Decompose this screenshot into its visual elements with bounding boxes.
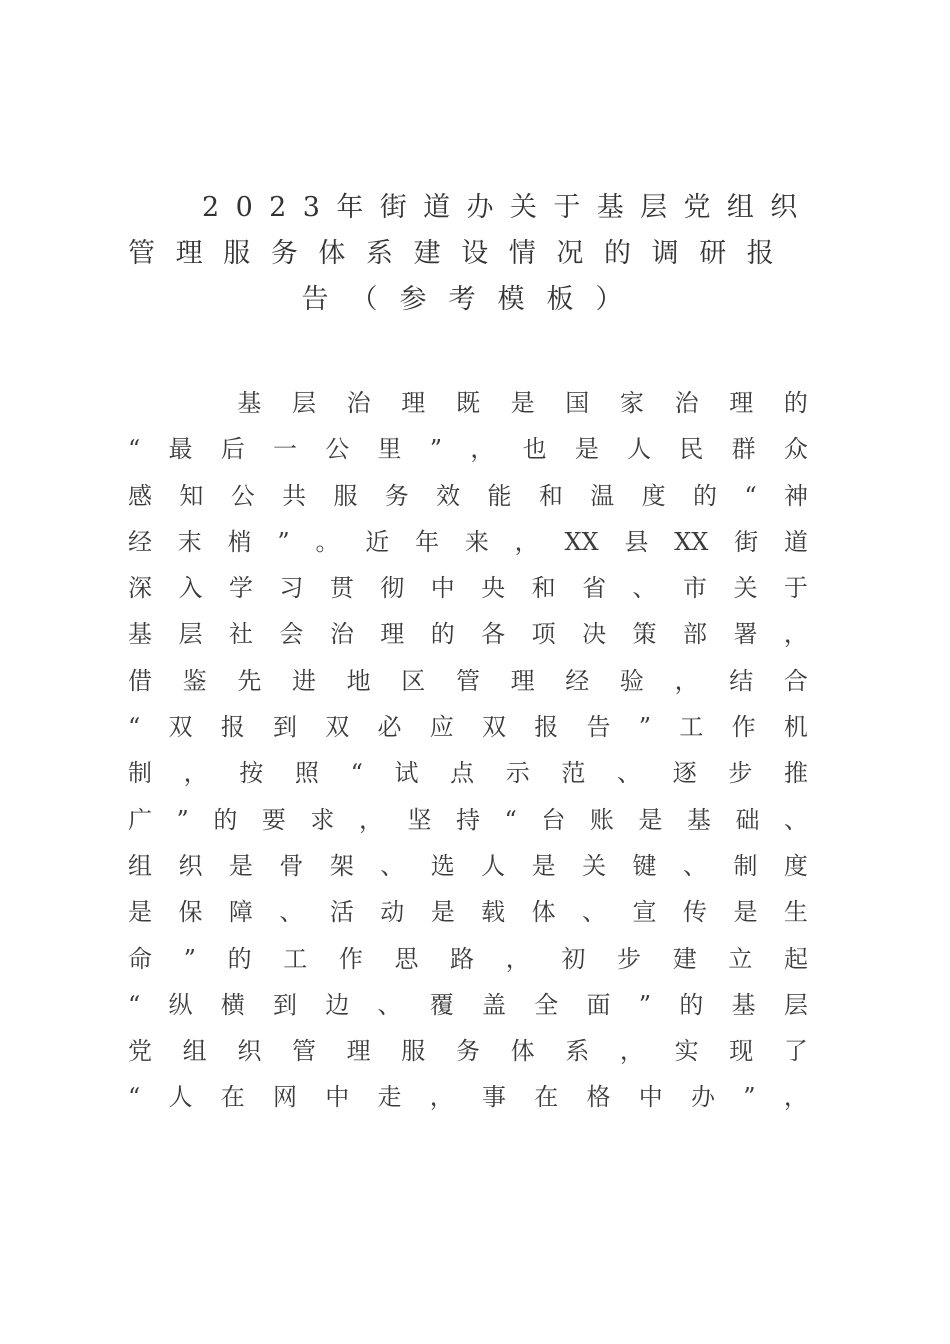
document-title	[128, 185, 814, 323]
body-char: 报	[534, 713, 559, 742]
body-line	[128, 519, 828, 565]
body-char: 最	[168, 435, 193, 464]
body-char: 骨	[279, 851, 304, 880]
body-line-text	[128, 936, 808, 982]
body-char: ”	[743, 1083, 756, 1112]
body-char: 人	[627, 435, 652, 464]
body-char: 障	[228, 898, 253, 927]
body-char: 思	[394, 944, 419, 973]
body-char: 国	[565, 389, 590, 417]
body-char: ，	[619, 1037, 644, 1066]
body-char: 里	[377, 435, 402, 464]
body-char: 生	[783, 898, 808, 927]
body-line-text	[128, 1028, 808, 1074]
body-char: 理	[510, 666, 535, 695]
body-char: ，	[674, 666, 699, 695]
body-char: 年	[415, 527, 440, 556]
body-char: 入	[178, 574, 203, 603]
body-line	[128, 473, 828, 519]
body-line-text	[128, 658, 808, 704]
body-char: 坚	[407, 805, 432, 834]
body-char: 能	[487, 481, 512, 510]
body-char: “	[128, 1083, 141, 1112]
body-char: 公	[230, 481, 255, 510]
body-char: 是	[638, 805, 663, 834]
body-char: 是	[228, 851, 253, 880]
body-char: 决	[582, 620, 607, 649]
body-char: 网	[273, 1083, 298, 1112]
body-char: 经	[565, 666, 590, 695]
body-char: 选	[430, 851, 455, 880]
body-char: 末	[177, 527, 202, 556]
body-char: ，	[470, 435, 495, 464]
body-char: 办	[691, 1083, 716, 1112]
body-char: 和	[538, 481, 563, 510]
body-line	[128, 1074, 828, 1120]
body-char: 面	[586, 990, 611, 1019]
body-char: 共	[282, 481, 307, 510]
body-char: 基	[128, 620, 152, 649]
body-char: 基	[731, 990, 756, 1019]
body-char: XX	[674, 527, 709, 556]
body-char: 范	[561, 759, 586, 788]
body-char: 的	[783, 389, 808, 417]
body-char: 也	[522, 435, 547, 464]
body-char: 试	[394, 759, 419, 788]
body-char: 理	[729, 389, 754, 417]
body-char: 织	[178, 851, 203, 880]
body-char: 步	[728, 759, 753, 788]
body-char: 务	[384, 481, 409, 510]
body-char: 是	[574, 435, 599, 464]
body-char: 策	[632, 620, 657, 649]
body-char: 会	[279, 620, 304, 649]
body-char: 党	[128, 1037, 152, 1066]
body-char: 传	[682, 898, 707, 927]
body-char: 工	[283, 944, 308, 973]
body-line	[128, 889, 828, 935]
body-char: “	[128, 713, 141, 742]
title-line-2: 管理服务体系建设情况的调研报	[128, 238, 795, 269]
body-char: 告	[586, 713, 611, 742]
body-line	[128, 936, 828, 982]
body-line	[128, 565, 828, 611]
body-char: 贯	[329, 574, 354, 603]
body-line	[128, 704, 828, 750]
body-char: 础	[735, 805, 760, 834]
body-char: 感	[128, 481, 152, 510]
body-char: 在	[534, 1083, 559, 1112]
body-char: 事	[482, 1083, 507, 1112]
body-line-text	[128, 750, 808, 796]
body-char: 人	[168, 1083, 193, 1112]
body-char: 社	[228, 620, 253, 649]
body-char: 治	[329, 620, 354, 649]
body-char: 来	[464, 527, 489, 556]
body-char: 基	[237, 389, 262, 417]
body-char: 治	[674, 389, 699, 417]
body-char: 深	[128, 574, 152, 603]
body-char: 结	[729, 666, 754, 695]
body-char: 管	[455, 666, 480, 695]
body-char: 的	[679, 990, 704, 1019]
body-char: 中	[638, 1083, 663, 1112]
body-char: 盖	[482, 990, 507, 1019]
body-char: 命	[128, 944, 152, 973]
document-body	[128, 380, 828, 1121]
body-char: 推	[783, 759, 808, 788]
body-char: ”	[638, 990, 652, 1019]
body-line	[128, 843, 828, 889]
body-char: 、	[784, 805, 808, 834]
body-char: 键	[632, 851, 657, 880]
title-line-1: 2023年街道办关于基层党组织	[202, 192, 814, 223]
body-char: 基	[686, 805, 711, 834]
body-char: 既	[455, 389, 480, 417]
body-line-text	[128, 843, 808, 889]
body-char: 度	[641, 481, 666, 510]
body-line-text	[128, 1074, 808, 1120]
body-char: 理	[346, 1037, 371, 1066]
body-char: 先	[237, 666, 262, 695]
body-char: 作	[731, 713, 756, 742]
body-char: 逐	[672, 759, 697, 788]
body-char: 区	[401, 666, 426, 695]
body-char: 合	[783, 666, 808, 695]
body-char: “	[350, 759, 363, 788]
body-char: 立	[728, 944, 753, 973]
body-char: 照	[294, 759, 319, 788]
body-char: 进	[291, 666, 316, 695]
body-char: 是	[733, 898, 758, 927]
body-char: 初	[561, 944, 586, 973]
body-char: 活	[329, 898, 354, 927]
body-char: 项	[531, 620, 556, 649]
body-char: ，	[514, 527, 539, 556]
body-char: 步	[617, 944, 642, 973]
body-char: 纵	[168, 990, 193, 1019]
body-char: ”	[176, 805, 189, 834]
body-char: 了	[783, 1037, 808, 1066]
body-line-text	[128, 797, 808, 843]
body-char: 要	[261, 805, 286, 834]
body-char	[128, 380, 152, 426]
body-char: 体	[510, 1037, 535, 1066]
body-char: 格	[586, 1083, 611, 1112]
body-char: “	[128, 435, 141, 464]
body-char: ，	[783, 620, 808, 649]
body-char: ”	[183, 944, 196, 973]
body-char: 鉴	[182, 666, 207, 695]
body-char: 双	[168, 713, 193, 742]
body-char: 账	[589, 805, 614, 834]
body-char: 、	[632, 574, 657, 603]
body-char: 习	[279, 574, 304, 603]
body-char: ，	[358, 805, 383, 834]
body-char: 机	[783, 713, 808, 742]
body-char: 彻	[380, 574, 405, 603]
body-line	[128, 982, 828, 1028]
body-char: 层	[178, 620, 203, 649]
body-char: 管	[291, 1037, 316, 1066]
body-char: 一	[273, 435, 298, 464]
body-char: 关	[733, 574, 758, 603]
body-char: 各	[481, 620, 506, 649]
body-char: 应	[429, 713, 454, 742]
body-char: 全	[534, 990, 559, 1019]
body-char	[183, 380, 207, 426]
body-char: 按	[239, 759, 264, 788]
body-line-text	[128, 982, 808, 1028]
body-char: 、	[617, 759, 642, 788]
body-char: 组	[182, 1037, 207, 1066]
body-char: 的	[213, 805, 238, 834]
body-char: 署	[733, 620, 758, 649]
body-char: 治	[346, 389, 371, 417]
body-char: 制	[128, 759, 152, 788]
body-char: ，	[183, 759, 208, 788]
body-char: 载	[481, 898, 506, 927]
body-char: 路	[450, 944, 475, 973]
body-char: 家	[619, 389, 644, 417]
body-char: 于	[783, 574, 808, 603]
body-char: 到	[273, 990, 298, 1019]
body-char: 、	[377, 990, 402, 1019]
body-char: 覆	[429, 990, 454, 1019]
body-char: 知	[179, 481, 204, 510]
body-char: 走	[377, 1083, 402, 1112]
body-line	[128, 797, 828, 843]
body-char: 动	[380, 898, 405, 927]
body-char: 建	[672, 944, 697, 973]
body-char: 务	[455, 1037, 480, 1066]
body-char: “	[744, 481, 757, 510]
body-char: 横	[220, 990, 245, 1019]
body-char: 人	[481, 851, 506, 880]
body-char: 求	[310, 805, 335, 834]
body-char: 中	[325, 1083, 350, 1112]
body-char: 双	[325, 713, 350, 742]
body-char: 报	[220, 713, 245, 742]
body-char: 组	[128, 851, 152, 880]
body-line-text	[128, 889, 808, 935]
body-char: 是	[128, 898, 152, 927]
body-char: 理	[401, 389, 426, 417]
body-char: 民	[679, 435, 704, 464]
body-char: 服	[333, 481, 358, 510]
body-char: 层	[291, 389, 316, 417]
body-char: 边	[325, 990, 350, 1019]
body-char: 在	[220, 1083, 245, 1112]
body-char: 理	[380, 620, 405, 649]
body-char: 央	[481, 574, 506, 603]
body-char: 、	[582, 898, 607, 927]
body-char: 系	[565, 1037, 590, 1066]
body-char: 市	[682, 574, 707, 603]
body-char: 学	[228, 574, 253, 603]
body-char: 制	[733, 851, 758, 880]
body-line	[128, 750, 828, 796]
body-char: 服	[401, 1037, 426, 1066]
body-char: 神	[783, 481, 808, 510]
body-char: 群	[731, 435, 756, 464]
body-char: 点	[450, 759, 475, 788]
body-char: 、	[682, 851, 707, 880]
body-char: 地	[346, 666, 371, 695]
body-char: 持	[456, 805, 480, 834]
body-line	[128, 380, 828, 426]
body-char: 的	[227, 944, 252, 973]
body-char: 层	[783, 990, 808, 1019]
body-char: ，	[505, 944, 530, 973]
body-char: 梢	[227, 527, 252, 556]
body-char: 双	[482, 713, 507, 742]
body-line-text	[128, 380, 808, 426]
body-char: 体	[531, 898, 556, 927]
body-char: “	[128, 990, 141, 1019]
body-char: 关	[582, 851, 607, 880]
body-char: 实	[674, 1037, 699, 1066]
body-line-text	[128, 704, 808, 750]
body-char: 、	[380, 851, 405, 880]
body-line	[128, 611, 828, 657]
body-char: 经	[128, 527, 152, 556]
body-char: 省	[582, 574, 607, 603]
body-line	[128, 658, 828, 704]
body-char: ”	[429, 435, 443, 464]
body-line-text	[128, 565, 808, 611]
body-char: 必	[377, 713, 402, 742]
body-char: 织	[237, 1037, 262, 1066]
body-char: 验	[619, 666, 644, 695]
body-char: 街	[734, 527, 759, 556]
body-char: 工	[679, 713, 704, 742]
body-char: 起	[783, 944, 808, 973]
body-char: 。	[315, 527, 340, 556]
body-char: 台	[541, 805, 566, 834]
body-char: ，	[783, 1083, 808, 1112]
body-char: 宣	[632, 898, 657, 927]
body-char: 的	[430, 620, 455, 649]
body-char: 、	[279, 898, 304, 927]
body-char: ”	[277, 527, 290, 556]
body-char: 到	[273, 713, 298, 742]
body-char: 是	[531, 851, 556, 880]
body-char: 和	[531, 574, 556, 603]
body-char: 公	[325, 435, 350, 464]
body-char: 是	[430, 898, 455, 927]
body-line-text	[128, 611, 808, 657]
body-char: 部	[682, 620, 707, 649]
body-char: 作	[338, 944, 363, 973]
body-char: 众	[783, 435, 808, 464]
body-char: 度	[783, 851, 808, 880]
body-char: ”	[638, 713, 652, 742]
body-char: 温	[590, 481, 615, 510]
body-line-text	[128, 473, 808, 519]
body-char: 借	[128, 666, 152, 695]
body-char: 效	[436, 481, 461, 510]
body-char: 中	[430, 574, 455, 603]
title-line-3: 告（参考模板）	[301, 284, 645, 315]
body-line-text	[128, 426, 808, 472]
body-line	[128, 426, 828, 472]
body-char: 现	[729, 1037, 754, 1066]
body-char: ，	[429, 1083, 454, 1112]
body-char: 广	[128, 805, 152, 834]
body-char: 的	[692, 481, 717, 510]
body-char: 后	[220, 435, 245, 464]
body-char: 是	[510, 389, 535, 417]
body-char: “	[504, 805, 517, 834]
body-char: 县	[624, 527, 649, 556]
body-char: 示	[505, 759, 530, 788]
body-char: 道	[783, 527, 808, 556]
body-line-text	[128, 519, 808, 565]
body-line	[128, 1028, 828, 1074]
body-char: XX	[564, 527, 599, 556]
body-char: 架	[329, 851, 354, 880]
body-char: 保	[178, 898, 203, 927]
body-char: 近	[365, 527, 390, 556]
